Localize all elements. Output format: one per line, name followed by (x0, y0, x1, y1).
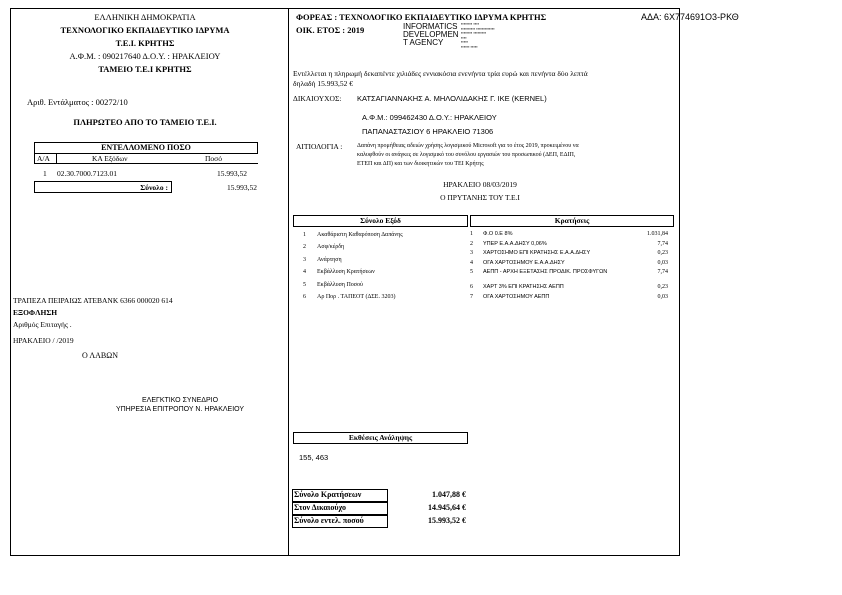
expense-item-label: Εκβάλλυση Κρατήσεων (317, 269, 375, 276)
kratisi-number: 5 (470, 269, 473, 276)
kratisi-value: 0,03 (657, 293, 668, 300)
total-label: Σύνολο Κρατήσεων (294, 490, 362, 499)
dikaiouxos-label: ΔΙΚΑΙΟΥΧΟΣ: (293, 94, 342, 103)
kratisi-label: ΥΠΕΡ Ε.Α.Α.ΔΗΣΥ 0,06% (483, 240, 547, 247)
kratisi-value: 7,74 (657, 269, 668, 276)
amount-col-aa: Α/Α (37, 154, 50, 163)
kratisi-number: 4 (470, 259, 473, 266)
aitiologia-line-2: καλυφθούν οι ανάγκες σε λογισμικό του συνόλου εργασιών του προσωπικού (ΔΕΠ, ΕΔΙΠ, (357, 152, 576, 158)
kratisi-label: ΧΑΡΤ 3% ΕΠΙ ΚΡΑΤΗΣΗΣ ΑΕΠΠ (483, 284, 564, 290)
expense-item-number: 3 (303, 256, 306, 263)
exoflisi-label: ΕΞΟΦΛΗΣΗ (13, 308, 58, 317)
amount-header-sep (56, 154, 57, 163)
kratisi-value: 1.031,84 (647, 231, 668, 237)
expense-item-label: Αρ Πορ . ΤΑΠΕΟΤ (ΔΣΕ. 3203) (317, 294, 396, 300)
kratisi-number: 1 (470, 231, 473, 237)
total-label: Στον Δικαιούχο (294, 503, 346, 512)
kratisi-number: 2 (470, 240, 473, 247)
header-line-2: ΤΕΧΝΟΛΟΓΙΚΟ ΕΚΠΑΙΔΕΥΤΙΚΟ ΙΔΡΥΜΑ (60, 25, 230, 35)
anakripsi-title: Εκθέσεις Ανάληψης (348, 433, 413, 442)
header-line-1: ΕΛΛΗΝΙΚΗ ΔΗΜΟΚΡΑΤΙΑ (94, 12, 196, 22)
total-label: Σύνολο εντελ. ποσού (294, 516, 364, 525)
aitiologia-label: ΑΙΤΙΟΛΟΓΙΑ : (296, 142, 343, 151)
amount-row-amount: 15.993,52 (217, 169, 247, 178)
kratisi-label: Φ.Ο 0.Ε 8% (483, 231, 513, 237)
expense-item-label: Ακαθάριστη Καθαρόποση Δαπάνης (317, 232, 403, 238)
intro-line-1: Εντέλλεται η πληρωμή δεκαπέντε χιλιάδες εννιακόσια ενενήντα τρία ευρώ και πενήντα δύο λεπτά (293, 69, 588, 78)
kratisi-value: 0,23 (657, 250, 668, 257)
prytanis: Ο ΠΡΥΤΑΝΗΣ ΤΟΥ Τ.Ε.Ι (440, 193, 520, 202)
anakripsi-value: 155, 463 (299, 453, 329, 462)
expense-item-number: 2 (303, 244, 306, 251)
kratisi-value: 0,03 (657, 259, 668, 266)
expense-item-number: 4 (303, 269, 306, 276)
total-value: 15.993,52 € (428, 516, 466, 525)
amount-header-sep-left (34, 154, 35, 163)
foreas: ΦΟΡΕΑΣ : ΤΕΧΝΟΛΟΓΙΚΟ ΕΚΠΑΙΔΕΥΤΙΚΟ ΙΔΡΥΜΑ ΚΡΗΤΗΣ (296, 12, 547, 22)
column-divider (288, 8, 289, 555)
kratisi-value: 0,23 (657, 284, 668, 290)
receiver-label: Ο ΛΑΒΩΝ (82, 351, 118, 360)
expense-item-label: Ανάρτηση (317, 256, 342, 263)
amount-col-amount: Ποσό (205, 154, 222, 163)
total-value: 1.047,88 € (432, 490, 466, 499)
amount-total-label: Σύνολο : (140, 183, 168, 192)
kratiseis-title: Κρατήσεις (554, 216, 590, 225)
pay-title: ΠΛΗΡΩΤΕΟ ΑΠΟ ΤΟ ΤΑΜΕΙΟ Τ.Ε.Ι. (73, 117, 217, 127)
kratisi-label: ΟΓΑ ΧΑΡΤΟΣΗΜΟΥ Ε.Α.Α.ΔΗΣΥ (483, 259, 565, 266)
aitiologia-line-3: ΕΤΕΠ και ΔΠ) και των διοικητικών του ΤΕΙ Κρήτης (357, 161, 484, 167)
amount-header-line (34, 163, 258, 164)
left-date-line: ΗΡΑΚΛΕΙΟ / /2019 (13, 336, 74, 345)
synolo-title: Σύνολο Εξόδ (360, 216, 401, 225)
dikaiouxos-address: ΠΑΠΑΝΑΣΤΑΣΙΟΥ 6 ΗΡΑΚΛΕΙΟ 71306 (362, 127, 494, 136)
ada-code: ΑΔΑ: 6Χ774691Ο3-ΡΚΘ (641, 12, 739, 22)
amount-col-code: ΚΑ Εξόδων (92, 154, 128, 163)
court-line-1: ΕΛΕΓΚΤΙΚΟ ΣΥΝΕΔΡΙΟ (141, 397, 219, 404)
expense-item-label: Εκβάλλυση Ποσού (317, 281, 363, 288)
expense-item-number: 5 (303, 281, 306, 288)
intro-line-2: δηλαδή 15.993,52 € (293, 79, 353, 88)
agency-line-2: DEVELOPMEN (403, 30, 459, 39)
amount-total-value: 15.993,52 (227, 183, 257, 192)
kratisi-number: 3 (470, 250, 473, 257)
aitiologia-line-1: Δαπάνη προμήθειας αδειών χρήσης λογισμικού Microsoft για το έτος 2019, προκειμένου να (357, 143, 579, 149)
dikaiouxos-afm: Α.Φ.Μ.: 099462430 Δ.Ο.Υ.: ΗΡΑΚΛΕΙΟΥ (362, 113, 497, 122)
header-line-4: Α.Φ.Μ. : 090217640 Δ.Ο.Υ. : ΗΡΑΚΛΕΙΟΥ (69, 51, 221, 61)
agency-line-1: INFORMATICS (403, 22, 458, 31)
digital-signature-stamp: ▪▪▪▪▪▪▪▪ ▪▪▪▪ ▪▪▪▪▪▪▪▪▪▪ ▪▪▪▪▪▪▪▪▪▪▪▪▪ ▪▪▪▪▪▪▪▪ ▪▪▪▪▪▪▪▪▪ ▪▪▪▪ ▪▪▪▪▪ ▪▪▪▪▪▪ ▪▪▪▪▪ (461, 21, 495, 49)
expense-item-label: Ασφ/κέρδη (317, 244, 345, 251)
header-line-3: Τ.Ε.Ι. ΚΡΗΤΗΣ (115, 38, 175, 48)
kratisi-number: 7 (470, 293, 473, 300)
right-date: ΗΡΑΚΛΕΙΟ 08/03/2019 (443, 180, 517, 189)
order-number: Αριθ. Εντάλματος : 00272/10 (27, 97, 128, 107)
agency-line-3: T AGENCY (403, 38, 444, 47)
amount-row-code: 02.30.7000.7123.01 (57, 169, 117, 178)
header-line-5: ΤΑΜΕΙΟ Τ.Ε.Ι ΚΡΗΤΗΣ (98, 64, 192, 74)
amount-row-aa: 1 (43, 169, 47, 178)
kratisi-label: ΑΕΠΠ - ΑΡΧΗ ΕΞΕΤΑΣΗΣ ΠΡΟΔΙΚ. ΠΡΟΣΦΥΓΩΝ (483, 269, 608, 276)
kratisi-number: 6 (470, 284, 473, 290)
kratisi-value: 7,74 (657, 240, 668, 247)
amount-table-title: ΕΝΤΕΛΛΟΜΕΝΟ ΠΟΣΟ (101, 143, 191, 152)
bank-line: ΤΡΑΠΕΖΑ ΠΕΙΡΑΙΩΣ ΑΤΕBANK 6366 000020 614 (13, 296, 173, 305)
kratisi-label: ΟΓΑ ΧΑΡΤΟΣΗΜΟΥ ΑΕΠΠ (483, 293, 550, 300)
expense-item-number: 6 (303, 294, 306, 300)
kratisi-label: ΧΑΡΤΟΣΗΜΟ ΕΠΙ ΚΡΑΤΗΣΗΣ Ε.Α.Α.ΔΗΣΥ (483, 250, 591, 257)
dikaiouxos-name: ΚΑΤΣΑΓΙΑΝΝΑΚΗΣ Α. ΜΗΛΟΛΙΔΑΚΗΣ Γ. ΙΚΕ (KERNEL) (357, 94, 547, 103)
oik-etos: ΟΙΚ. ΕΤΟΣ : 2019 (296, 25, 365, 35)
total-value: 14.945,64 € (428, 503, 466, 512)
court-line-2: ΥΠΗΡΕΣΙΑ ΕΠΙΤΡΟΠΟΥ Ν. ΗΡΑΚΛΕΙΟΥ (115, 406, 245, 413)
cheque-number: Αριθμός Επιταγής . (13, 320, 72, 329)
expense-item-number: 1 (303, 232, 306, 238)
